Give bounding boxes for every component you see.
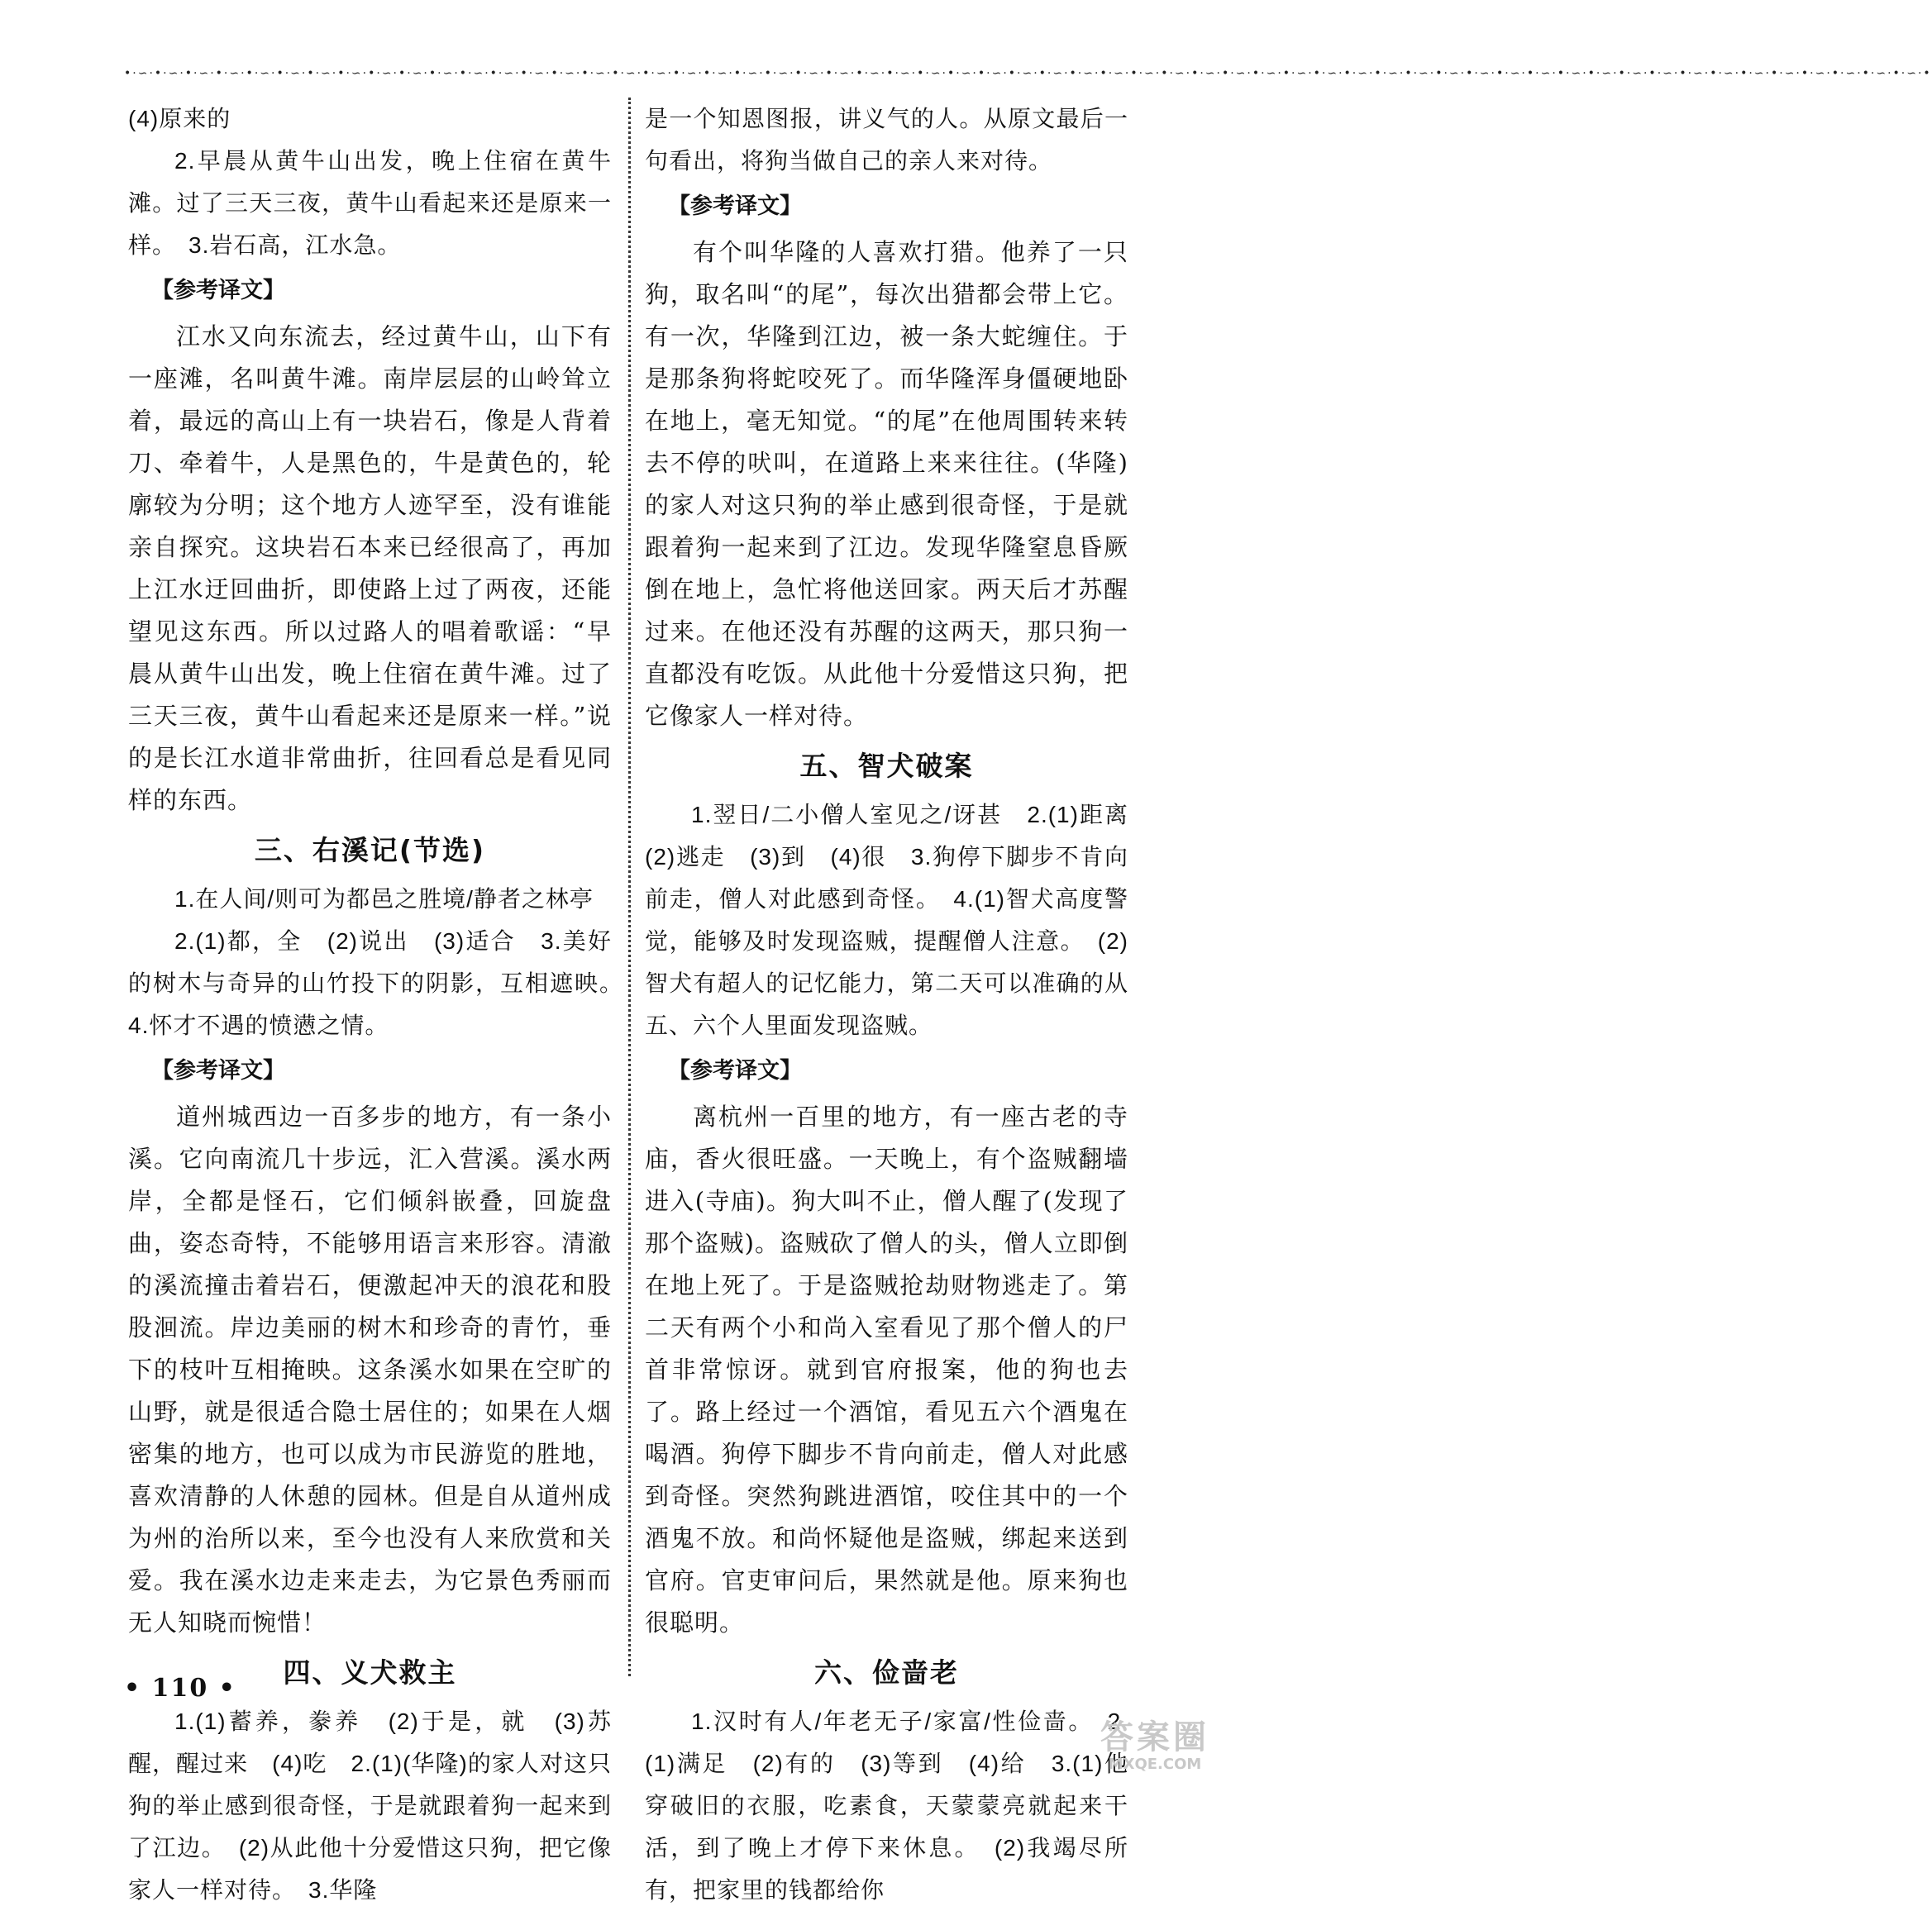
reference-translation-heading: 【参考译文】 — [151, 1058, 285, 1084]
reference-translation-heading: 【参考译文】 — [668, 1058, 802, 1084]
reference-translation-heading: 【参考译文】 — [151, 278, 285, 303]
watermark-url: MXQE.COM — [1108, 1756, 1202, 1773]
answer-paragraph: 1.在人间/则可为都邑之胜境/静者之林亭 — [174, 886, 594, 912]
section-title-6: 六、俭啬老 — [814, 1656, 959, 1689]
translation-paragraph: 道州城西边一百多步的地方，有一条小溪。它向南流几十步远，汇入营溪。溪水两岸，全都是怪石，它们倾斜嵌叠，回旋盘曲，姿态奇特，不能够用语言来形容。清澈的溪流撞击着岩石，便激起冲天的浪花和股股洄流。岸边美丽的树木和珍奇的青竹，垂下的枝叶互相掩映。这条溪水如果在空旷的山野，就是很适合隐士居住的；如果在人烟密集的地方，也可以成为市民游览的胜地，喜欢清静的人休憩的园林。但是自从道州成为州的治所以来，至今也没有人来欣赏和关爱。我在溪水边走来走去，为它景色秀丽而无人知晓而惋惜！ — [128, 1103, 612, 1637]
section-title-3: 三、右溪记(节选) — [254, 834, 486, 866]
answer-paragraph: 1.(1)蓄养，豢养 (2)于是，就 (3)苏醒，醒过来 (4)吃 2.(1)(华隆)的家人对这只狗的举止感到很奇怪，于是就跟着狗一起来到了江边。 (2)从此他十分爱惜这只狗，把它像家人一样对待。 3.华隆 — [128, 1708, 612, 1903]
right-column — [645, 98, 1153, 1903]
translation-paragraph: 离杭州一百里的地方，有一座古老的寺庙，香火很旺盛。一天晚上，有个盗贼翻墙进入(寺庙)。狗大叫不止，僧人醒了(发现了那个盗贼)。盗贼砍了僧人的头，僧人立即倒在地上死了。于是盗贼抢劫财物逃走了。第二天有两个小和尚入室看见了那个僧人的尸首非常惊讶。就到官府报案，他的狗也去了。路上经过一个酒馆，看见五六个酒鬼在喝酒。狗停下脚步不肯向前走，僧人对此感到奇怪。突然狗跳进酒馆，咬住其中的一个酒鬼不放。和尚怀疑他是盗贼，绑起来送到官府。官吏审问后，果然就是他。原来狗也很聪明。 — [645, 1103, 1128, 1637]
answer-paragraph: 是一个知恩图报，讲义气的人。从原文最后一句看出，将狗当做自己的亲人来对待。 — [645, 106, 1128, 174]
left-column — [128, 98, 637, 1903]
answer-paragraph: 2.早晨从黄牛山出发，晚上住宿在黄牛滩。过了三天三夜，黄牛山看起来还是原来一样。 3.岩石高，江水急。 — [128, 148, 612, 258]
reference-translation-heading: 【参考译文】 — [668, 193, 802, 219]
top-decorative-border: •·∽·•·∽·•·∽·•·∽·•·∽·•·∽·•·∽·•·∽·•·∽·•·∽·•·∽·•·∽·•·∽·•·∽·•·∽·•·∽·•·∽·•·∽·•·∽·•·∽·•·∽·•·∽·•·∽·•·∽·•·∽·•·∽·•·∽·•·∽·•·∽·•·∽·•·∽·•·∽·•·∽·•·∽·•·∽·•·∽·•·∽·•·∽·•·∽·•·∽·•·∽·•·∽·•·∽·•·∽·•·∽·•·∽·•·∽·•·∽·•·∽·•·∽·•·∽·•·∽·•·∽·•·∽·•·∽·•·∽·•·∽·•·∽·•·∽·• — [124, 67, 1932, 80]
translation-paragraph: 有个叫华隆的人喜欢打猎。他养了一只狗，取名叫“的尾”，每次出猎都会带上它。有一次，华隆到江边，被一条大蛇缠住。于是那条狗将蛇咬死了。而华隆浑身僵硬地卧在地上，毫无知觉。“的尾”在他周围转来转去不停的吠叫，在道路上来来往往。(华隆)的家人对这只狗的举止感到很奇怪，于是就跟着狗一起来到了江边。发现华隆窒息昏厥倒在地上，急忙将他送回家。两天后才苏醒过来。在他还没有苏醒的这两天，那只狗一直都没有吃饭。从此他十分爱惜这只狗，把它像家人一样对待。 — [645, 238, 1128, 730]
translation-paragraph: 江水又向东流去，经过黄牛山，山下有一座滩，名叫黄牛滩。南岸层层的山岭耸立着，最远的高山上有一块岩石，像是人背着刀、牵着牛，人是黑色的，牛是黄色的，轮廓较为分明；这个地方人迹罕至，没有谁能亲自探究。这块岩石本来已经很高了，再加上江水迂回曲折，即使路上过了两夜，还能望见这东西。所以过路人的唱着歌谣：“早晨从黄牛山出发，晚上住宿在黄牛滩。过了三天三夜，黄牛山看起来还是原来一样。”说的是长江水道非常曲折，往回看总是看见同样的东西。 — [128, 322, 612, 814]
column-divider — [628, 98, 631, 1676]
watermark — [1085, 1719, 1225, 1777]
watermark-logo: 答案圈 — [1100, 1718, 1209, 1756]
section-title-5: 五、智犬破案 — [799, 750, 974, 782]
page-number: • 110 • — [124, 1674, 236, 1703]
answer-paragraph: 1.翌日/二小僧人室见之/讶甚 2.(1)距离 (2)逃走 (3)到 (4)很 3.狗停下脚步不肯向前走，僧人对此感到奇怪。 4.(1)智犬高度警觉，能够及时发现盗贼，提醒僧人注意。 (2)智犬有超人的记忆能力，第二天可以准确的从五、六个人里面发现盗贼。 — [645, 802, 1153, 1038]
answer-paragraph: 1.汉时有人/年老无子/家富/性俭啬。 2.(1)满足 (2)有的 (3)等到 (4)给 3.(1)他穿破旧的衣服，吃素食，天蒙蒙亮就起来干活，到了晚上才停下来休息。 (2)我竭尽所有，把家里的钱都给你 — [645, 1708, 1128, 1903]
answer-paragraph: 2.(1)都，全 (2)说出 (3)适合 3.美好的树木与奇异的山竹投下的阴影，互相遮映。 4.怀才不遇的愤懑之情。 — [128, 928, 637, 1038]
answer-line: (4)原来的 — [128, 106, 231, 131]
section-title-4: 四、义犬救主 — [283, 1656, 457, 1689]
